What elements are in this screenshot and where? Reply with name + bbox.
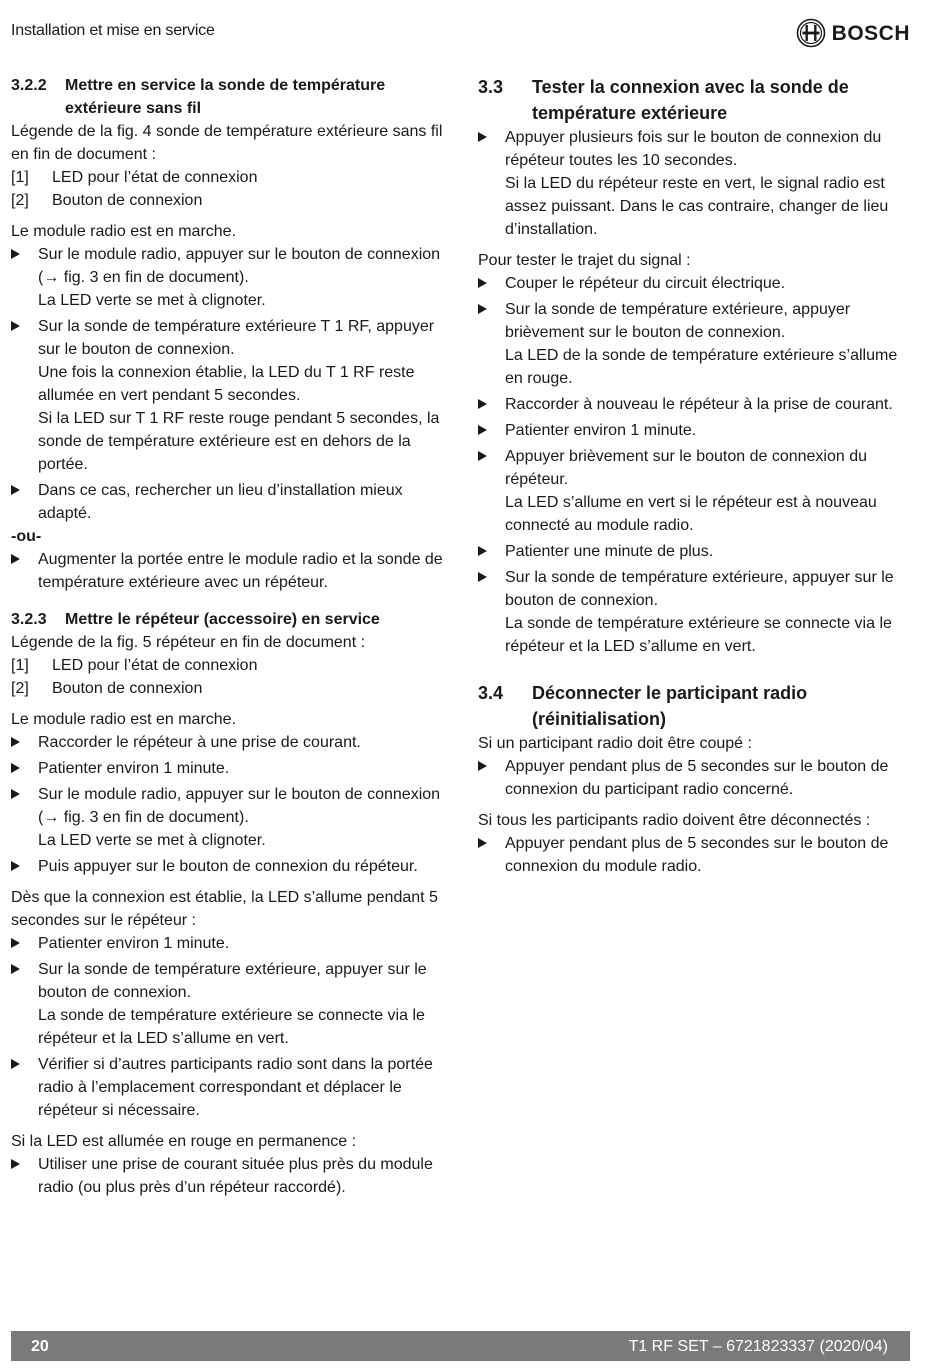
left-column xyxy=(11,74,447,1199)
step-body xyxy=(38,757,447,780)
section-number: 3.2.2 xyxy=(11,77,47,94)
step-result: La sonde de température extérieure se connecte via le répéteur et la LED s’allume en vert. xyxy=(505,615,892,655)
step-body xyxy=(505,540,916,563)
step-result: Une fois la connexion établie, la LED du T 1 RF reste allumée en vert pendant 5 secondes. xyxy=(38,364,415,404)
bullet-triangle-icon xyxy=(478,393,505,416)
step-instruction: Appuyer plusieurs fois sur le bouton de connexion du répéteur toutes les 10 secondes. xyxy=(505,129,882,169)
step-result: Si la LED du répéteur reste en vert, le signal radio est assez puissant. Dans le cas contraire, changer de lieu d’installation. xyxy=(505,175,889,238)
step-item xyxy=(11,855,447,878)
step-instruction: Patienter environ 1 minute. xyxy=(505,422,697,439)
step-result: La LED s’allume en vert si le répéteur est à nouveau connecté au module radio. xyxy=(505,494,877,534)
section-title: Déconnecter le participant radio (réinitialisation) xyxy=(532,683,808,729)
step-list xyxy=(11,548,447,594)
bullet-triangle-icon xyxy=(478,540,505,563)
step-list xyxy=(11,932,447,1122)
legend-number: [1] xyxy=(11,169,29,186)
step-body xyxy=(505,419,916,442)
step-item xyxy=(478,419,916,442)
legend-text: LED pour l’état de connexion xyxy=(52,657,258,674)
step-instruction: Vérifier si d’autres participants radio sont dans la portée radio à l’emplacement correspondant et déplacer le répéteur si nécessaire. xyxy=(38,1056,433,1119)
step-result: La LED verte se met à clignoter. xyxy=(38,832,266,849)
section-heading-3-3 xyxy=(478,74,916,126)
legend-number: [2] xyxy=(11,192,29,209)
step-item xyxy=(11,731,447,754)
step-instruction: Sur le module radio, appuyer sur le bouton de connexion (→ fig. 3 en fin de document). xyxy=(38,246,441,286)
section-title: Mettre en service la sonde de température extérieure sans fil xyxy=(65,77,386,117)
step-instruction: Sur la sonde de température extérieure, appuyer sur le bouton de connexion. xyxy=(38,961,427,1001)
bullet-triangle-icon xyxy=(11,855,38,878)
step-result: Si la LED sur T 1 RF reste rouge pendant 5 secondes, la sonde de température extérieure est en dehors de la portée. xyxy=(38,410,440,473)
bullet-triangle-icon xyxy=(11,1053,38,1122)
step-item xyxy=(478,566,916,658)
step-body xyxy=(38,855,447,878)
page-number: 20 xyxy=(31,1338,49,1355)
legend-intro: Légende de la fig. 5 répéteur en fin de document : xyxy=(11,634,366,651)
status-text: Le module radio est en marche. xyxy=(11,223,237,240)
bosch-logo xyxy=(796,18,910,48)
bullet-triangle-icon xyxy=(11,757,38,780)
step-list xyxy=(478,126,916,241)
legend-intro: Légende de la fig. 4 sonde de température extérieure sans fil en fin de document : xyxy=(11,123,443,163)
section-number: 3.3 xyxy=(478,77,504,97)
step-item xyxy=(11,315,447,476)
step-result: La LED de la sonde de température extérieure s’allume en rouge. xyxy=(505,347,898,387)
step-instruction: Patienter environ 1 minute. xyxy=(38,935,230,952)
step-body xyxy=(505,445,916,537)
step-body xyxy=(38,243,447,312)
legend-item xyxy=(11,189,447,212)
section-title: Tester la connexion avec la sonde de température extérieure xyxy=(532,77,849,123)
step-instruction: Dans ce cas, rechercher un lieu d’installation mieux adapté. xyxy=(38,482,403,522)
step-item xyxy=(478,298,916,390)
bullet-triangle-icon xyxy=(11,479,38,525)
step-body xyxy=(38,731,447,754)
header-title: Installation et mise en service xyxy=(11,22,215,39)
paragraph: Si la LED est allumée en rouge en permanence : xyxy=(11,1133,357,1150)
step-item xyxy=(478,393,916,416)
step-body xyxy=(505,832,916,878)
section-heading-3-4 xyxy=(478,680,916,732)
bullet-triangle-icon xyxy=(478,272,505,295)
step-list xyxy=(11,1153,447,1199)
step-instruction: Augmenter la portée entre le module radio et la sonde de température extérieure avec un répéteur. xyxy=(38,551,443,591)
legend-text: Bouton de connexion xyxy=(52,192,203,209)
bullet-triangle-icon xyxy=(11,731,38,754)
bullet-triangle-icon xyxy=(478,419,505,442)
page-footer xyxy=(11,1331,910,1361)
legend-list xyxy=(11,654,447,700)
step-item xyxy=(478,755,916,801)
bullet-triangle-icon xyxy=(11,315,38,476)
legend-item xyxy=(11,654,447,677)
bullet-triangle-icon xyxy=(11,958,38,1050)
step-item xyxy=(11,958,447,1050)
step-item xyxy=(11,548,447,594)
paragraph: Dès que la connexion est établie, la LED s’allume pendant 5 secondes sur le répéteur : xyxy=(11,889,438,929)
step-item xyxy=(478,540,916,563)
legend-item xyxy=(11,166,447,189)
document-reference: T1 RF SET – 6721823337 (2020/04) xyxy=(628,1338,888,1355)
bullet-triangle-icon xyxy=(11,548,38,594)
bullet-triangle-icon xyxy=(11,783,38,852)
bullet-triangle-icon xyxy=(478,126,505,241)
step-item xyxy=(11,243,447,312)
bullet-triangle-icon xyxy=(11,1153,38,1199)
page-header xyxy=(11,18,910,48)
step-body xyxy=(505,755,916,801)
section-number: 3.2.3 xyxy=(11,611,47,628)
step-body xyxy=(505,272,916,295)
step-instruction: Raccorder le répéteur à une prise de courant. xyxy=(38,734,361,751)
step-body xyxy=(505,126,916,241)
step-item xyxy=(11,783,447,852)
legend-list xyxy=(11,166,447,212)
legend-number: [1] xyxy=(11,657,29,674)
step-list xyxy=(11,243,447,525)
bullet-triangle-icon xyxy=(11,243,38,312)
step-result: La LED verte se met à clignoter. xyxy=(38,292,266,309)
step-instruction: Puis appuyer sur le bouton de connexion du répéteur. xyxy=(38,858,418,875)
step-instruction: Patienter une minute de plus. xyxy=(505,543,714,560)
bullet-triangle-icon xyxy=(11,932,38,955)
step-instruction: Sur la sonde de température extérieure T 1 RF, appuyer sur le bouton de connexion. xyxy=(38,318,435,358)
step-item xyxy=(11,932,447,955)
section-title: Mettre le répéteur (accessoire) en service xyxy=(65,611,380,628)
step-item xyxy=(478,445,916,537)
step-list xyxy=(11,731,447,878)
step-body xyxy=(505,393,916,416)
step-item xyxy=(11,479,447,525)
legend-text: LED pour l’état de connexion xyxy=(52,169,258,186)
step-instruction: Appuyer pendant plus de 5 secondes sur le bouton de connexion du module radio. xyxy=(505,835,889,875)
step-list xyxy=(478,832,916,878)
step-instruction: Raccorder à nouveau le répéteur à la prise de courant. xyxy=(505,396,893,413)
step-instruction: Sur la sonde de température extérieure, appuyer brièvement sur le bouton de connexion. xyxy=(505,301,851,341)
status-text: Le module radio est en marche. xyxy=(11,711,237,728)
step-body xyxy=(38,783,447,852)
step-item xyxy=(11,757,447,780)
step-instruction: Sur la sonde de température extérieure, appuyer sur le bouton de connexion. xyxy=(505,569,894,609)
step-body xyxy=(38,315,447,476)
step-body xyxy=(38,548,447,594)
step-item xyxy=(478,832,916,878)
step-instruction: Appuyer brièvement sur le bouton de connexion du répéteur. xyxy=(505,448,868,488)
step-instruction: Appuyer pendant plus de 5 secondes sur le bouton de connexion du participant radio concerné. xyxy=(505,758,889,798)
bullet-triangle-icon xyxy=(478,832,505,878)
or-separator: -ou- xyxy=(11,528,42,545)
bullet-triangle-icon xyxy=(478,445,505,537)
bullet-triangle-icon xyxy=(478,755,505,801)
right-column xyxy=(478,74,916,878)
legend-number: [2] xyxy=(11,680,29,697)
step-body xyxy=(38,1153,447,1199)
step-body xyxy=(505,566,916,658)
step-item xyxy=(11,1153,447,1199)
paragraph: Pour tester le trajet du signal : xyxy=(478,252,691,269)
step-instruction: Couper le répéteur du circuit électrique. xyxy=(505,275,786,292)
step-instruction: Patienter environ 1 minute. xyxy=(38,760,230,777)
step-body xyxy=(38,958,447,1050)
legend-item xyxy=(11,677,447,700)
step-item xyxy=(478,272,916,295)
bosch-armature-icon xyxy=(796,18,826,48)
step-body xyxy=(38,1053,447,1122)
legend-text: Bouton de connexion xyxy=(52,680,203,697)
step-instruction: Utiliser une prise de courant située plus près du module radio (ou plus près d’un répéteur raccordé). xyxy=(38,1156,433,1196)
section-heading-3-2-2 xyxy=(11,74,447,120)
step-list xyxy=(478,755,916,801)
paragraph: Si un participant radio doit être coupé : xyxy=(478,735,752,752)
step-list xyxy=(478,272,916,658)
step-item xyxy=(11,1053,447,1122)
step-result: La sonde de température extérieure se connecte via le répéteur et la LED s’allume en vert. xyxy=(38,1007,425,1047)
section-heading-3-2-3 xyxy=(11,608,447,631)
step-item xyxy=(478,126,916,241)
bullet-triangle-icon xyxy=(478,566,505,658)
paragraph: Si tous les participants radio doivent être déconnectés : xyxy=(478,812,871,829)
step-body xyxy=(505,298,916,390)
bullet-triangle-icon xyxy=(478,298,505,390)
section-number: 3.4 xyxy=(478,683,504,703)
step-body xyxy=(38,932,447,955)
step-body xyxy=(38,479,447,525)
step-instruction: Sur le module radio, appuyer sur le bouton de connexion (→ fig. 3 en fin de document). xyxy=(38,786,441,826)
brand-name: BOSCH xyxy=(831,21,910,45)
